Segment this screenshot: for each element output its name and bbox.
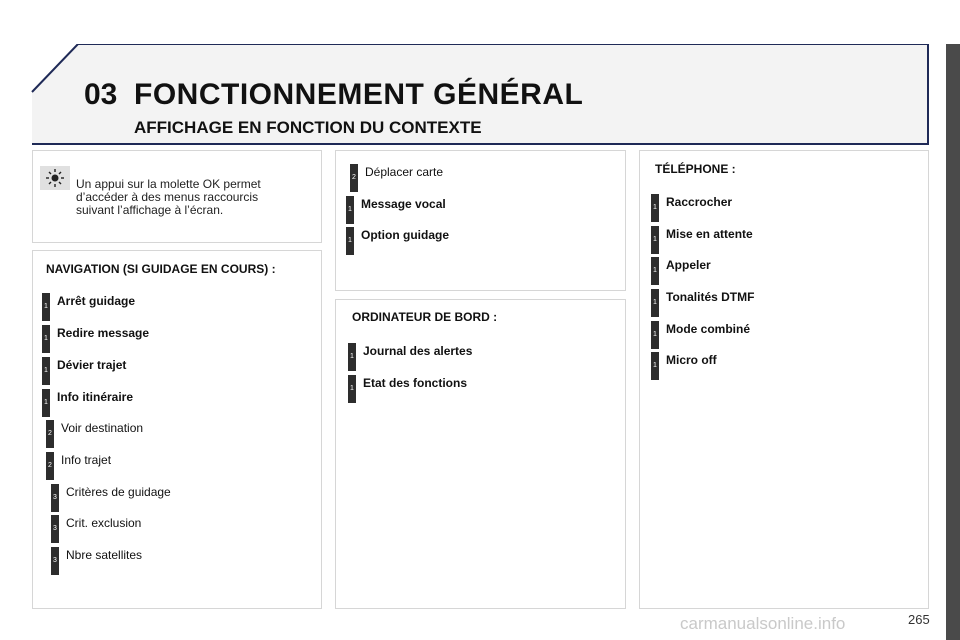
item-label: Info itinéraire [57,390,134,404]
item-label: Arrêt guidage [57,294,136,308]
item-label: Etat des fonctions [363,376,468,390]
item-label: Appeler [666,258,711,272]
item-label: Nbre satellites [66,548,143,562]
level-badge: 2 [350,164,358,192]
level-badge: 1 [42,325,50,353]
telephone-box [639,150,929,609]
level-badge: 1 [42,357,50,385]
level-badge: 1 [42,293,50,321]
page-title: FONCTIONNEMENT GÉNÉRAL [134,78,584,111]
level-badge: 1 [346,227,354,255]
page-subtitle: AFFICHAGE EN FONCTION DU CONTEXTE [134,118,482,137]
item-label: Déplacer carte [365,165,444,179]
level-badge: 1 [348,375,356,403]
trip-computer-title: ORDINATEUR DE BORD : [352,310,498,324]
item-label: Dévier trajet [57,358,127,372]
chapter-header [30,44,930,146]
tip-text: Un appui sur la molette OK permet d’accéder à des menus raccourcis suivant l’affichage à l’écran. [76,177,261,217]
level-badge: 1 [651,194,659,222]
level-badge: 1 [42,389,50,417]
level-badge: 1 [348,343,356,371]
side-tab-bar [946,44,960,640]
chapter-number: 03 [84,78,118,111]
item-label: Micro off [666,353,717,367]
item-label: Info trajet [61,453,112,467]
level-badge: 3 [51,484,59,512]
item-label: Critères de guidage [66,485,171,499]
item-label: Option guidage [361,228,449,242]
item-label: Redire message [57,326,150,340]
item-label: Mise en attente [666,227,753,241]
sun-icon [40,166,70,190]
navigation-title: NAVIGATION (SI GUIDAGE EN COURS) : [46,262,276,276]
level-badge: 1 [651,352,659,380]
item-label: Crit. exclusion [66,516,142,530]
level-badge: 1 [651,289,659,317]
item-label: Raccrocher [666,195,733,209]
item-label: Voir destination [61,421,144,435]
level-badge: 3 [51,515,59,543]
level-badge: 1 [346,196,354,224]
level-badge: 1 [651,257,659,285]
telephone-title: TÉLÉPHONE : [655,162,736,176]
level-badge: 2 [46,452,54,480]
item-label: Journal des alertes [363,344,473,358]
watermark: carmanualsonline.info [680,614,846,633]
level-badge: 1 [651,321,659,349]
item-label: Mode combiné [666,322,751,336]
level-badge: 1 [651,226,659,254]
level-badge: 2 [46,420,54,448]
item-label: Tonalités DTMF [666,290,755,304]
level-badge: 3 [51,547,59,575]
item-label: Message vocal [361,197,446,211]
page-number: 265 [908,612,930,627]
